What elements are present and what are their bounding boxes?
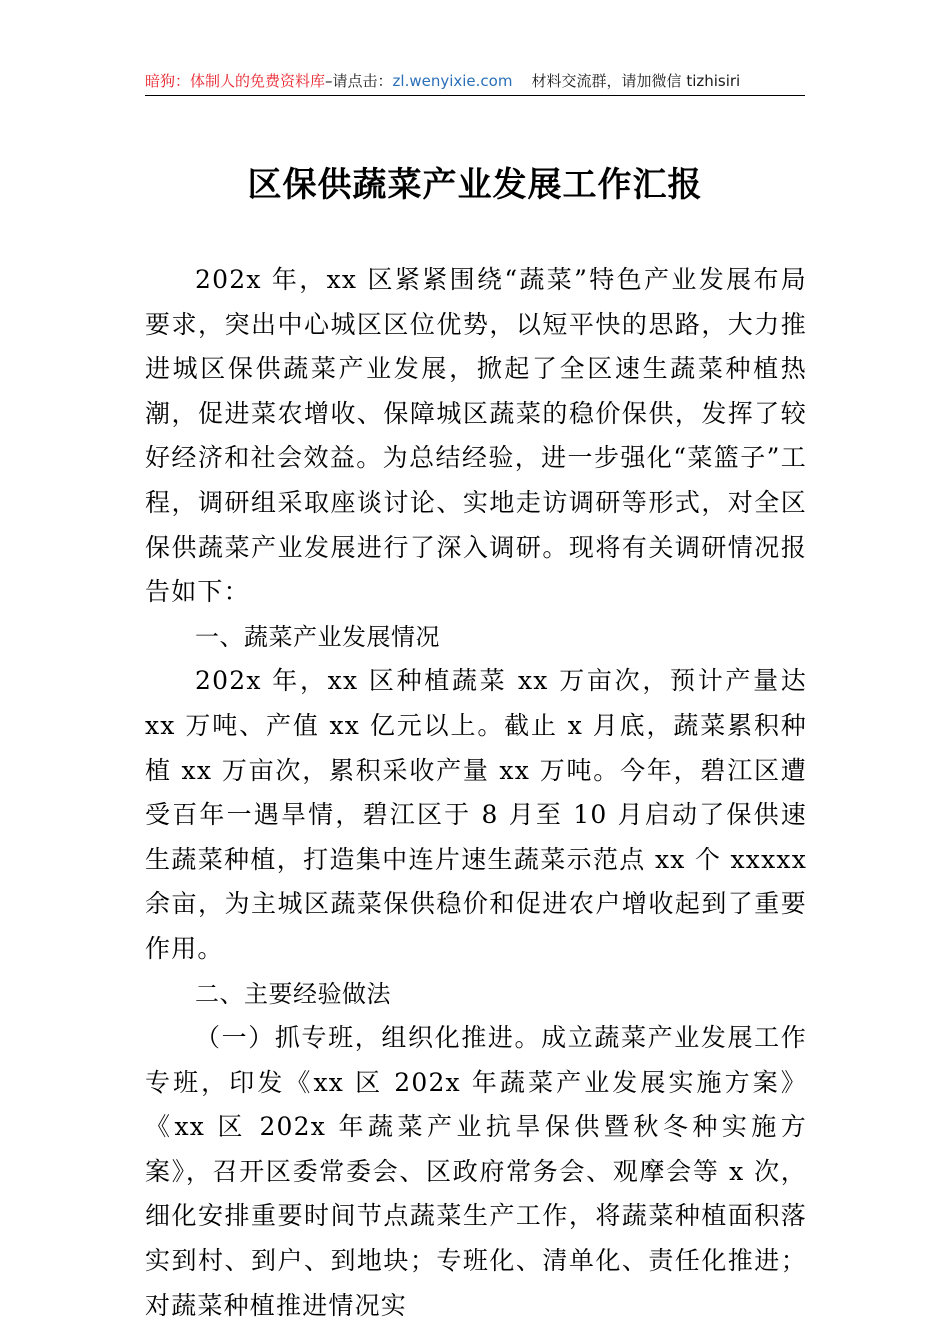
page-header <box>145 68 805 94</box>
section-1-paragraph: 202x 年，xx 区种植蔬菜 xx 万亩次，预计产量达 xx 万吨、产值 xx 亿元以上。截止 x 月底，蔬菜累积种植 xx 万亩次，累积采收产量 xx 万吨。今年，碧江区遭受百年一遇旱情，碧江区于 8 月至 10 月启动了保供速生蔬菜种植，打造集中连片速生蔬菜示范点 xx 个 xxxxx 余亩，为主城区蔬菜保供稳价和促进农户增收起到了重要作用。 <box>145 666 807 963</box>
section-2-heading: 二、主要经验做法 <box>195 979 391 1008</box>
document-body <box>145 258 807 1328</box>
section-2-paragraph: （一）抓专班，组织化推进。成立蔬菜产业发展工作专班，印发《xx 区 202x 年蔬菜产业发展实施方案》《xx 区 202x 年蔬菜产业抗旱保供暨秋冬种实施方案》，召开区委常委会、区政府常务会、观摩会等 x 次，细化安排重要时间节点蔬菜生产工作，将蔬菜种植面积落实到村、到户、到地块；专班化、清单化、责任化推进；对蔬菜种植推进情况实 <box>145 1023 807 1320</box>
header-spacer <box>512 72 531 90</box>
header-click-prompt: –请点击： <box>325 72 393 90</box>
header-url-link[interactable]: zl.wenyixie.com <box>392 72 513 90</box>
header-brand: 暗狗：体制人的免费资料库 <box>145 72 326 90</box>
header-wechat-note: 材料交流群，请加微信 tizhisiri <box>531 72 741 90</box>
document-title: 区保供蔬菜产业发展工作汇报 <box>247 165 703 205</box>
section-1-heading: 一、蔬菜产业发展情况 <box>195 622 440 651</box>
intro-paragraph: 202x 年，xx 区紧紧围绕“蔬菜”特色产业发展布局要求，突出中心城区区位优势，以短平快的思路，大力推进城区保供蔬菜产业发展，掀起了全区速生蔬菜种植热潮，促进菜农增收、保障城区蔬菜的稳价保供，发挥了较好经济和社会效益。为总结经验，进一步强化“菜篮子”工程，调研组采取座谈讨论、实地走访调研等形式，对全区保供蔬菜产业发展进行了深入调研。现将有关调研情况报告如下： <box>145 265 807 607</box>
header-divider <box>145 95 805 96</box>
